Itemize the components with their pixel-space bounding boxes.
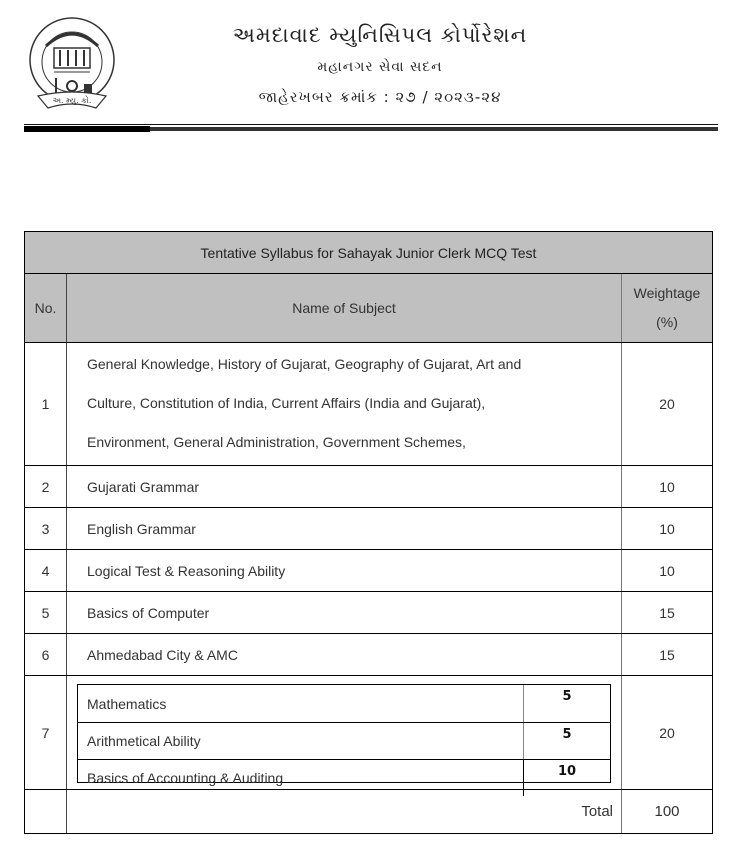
logo-ribbon-text: અ. મ્યુ. કો. [52, 96, 92, 105]
row-weightage: 10 [659, 520, 675, 537]
header-no: No. [25, 274, 67, 342]
header-rule-thin [24, 124, 718, 125]
letterhead [200, 20, 560, 108]
table-row [25, 633, 712, 675]
sub-item-name: Basics of Accounting & Auditing [78, 760, 524, 796]
table-row [25, 342, 712, 465]
table-row [25, 507, 712, 549]
sub-items-table [77, 684, 611, 786]
subject-line: General Knowledge, History of Gujarat, Geography of Gujarat, Art and [87, 356, 522, 372]
amc-emblem-icon [26, 12, 120, 120]
sub-item-value: 5 [562, 689, 572, 704]
row-no: 3 [25, 508, 67, 549]
row-no: 2 [25, 466, 67, 507]
table-row [25, 675, 712, 789]
row-weightage: 10 [659, 478, 675, 495]
row-weightage: 20 [659, 396, 675, 412]
row-subject [67, 343, 622, 465]
table-row [25, 465, 712, 507]
table-row [25, 549, 712, 591]
total-label: Total [67, 790, 622, 833]
advertisement-number: જાહેરખબર ક્રમાંક : ૨૭ / ૨૦૨૩-૨૪ [258, 88, 502, 106]
row-weightage: 10 [659, 562, 675, 579]
sub-item-value: 5 [562, 727, 572, 742]
total-row [25, 789, 712, 833]
sub-item-row [78, 722, 610, 759]
total-value: 100 [654, 803, 680, 820]
total-no-empty [25, 790, 67, 833]
table-title: Tentative Syllabus for Sahayak Junior Clerk MCQ Test [25, 232, 712, 273]
row-subject: Ahmedabad City & AMC [67, 634, 622, 675]
header-subject: Name of Subject [67, 274, 622, 342]
table-header-row [25, 273, 712, 342]
sub-item-row [78, 685, 610, 722]
row-weightage: 15 [659, 604, 675, 621]
subject-line: Culture, Constitution of India, Current Affairs (India and Gujarat), [87, 395, 486, 411]
sub-item-name: Mathematics [78, 685, 524, 722]
organization-subtitle: મહાનગર સેવા સદન [317, 59, 443, 75]
row-subject: Basics of Computer [67, 592, 622, 633]
header-rule-accent [24, 126, 150, 132]
header-weightage-label: Weightage [633, 285, 701, 301]
row-weightage: 15 [659, 646, 675, 663]
sub-item-name: Arithmetical Ability [78, 723, 524, 759]
row-no: 6 [25, 634, 67, 675]
organization-title: અમદાવાદ મ્યુનિસિપલ કોર્પોરેશન [232, 23, 528, 47]
row-subject [67, 676, 622, 789]
row-no: 5 [25, 592, 67, 633]
header-weightage-unit: (%) [656, 314, 678, 330]
row-no: 4 [25, 550, 67, 591]
row-subject: Gujarati Grammar [67, 466, 622, 507]
row-no: 7 [25, 676, 67, 789]
subject-line: Environment, General Administration, Government Schemes, [87, 434, 466, 450]
sub-item-value: 10 [557, 764, 577, 779]
row-no: 1 [25, 343, 67, 465]
row-subject: English Grammar [67, 508, 622, 549]
row-weightage: 20 [659, 724, 675, 741]
table-row [25, 591, 712, 633]
header-weightage [622, 274, 712, 342]
syllabus-table [24, 231, 713, 834]
row-subject: Logical Test & Reasoning Ability [67, 550, 622, 591]
